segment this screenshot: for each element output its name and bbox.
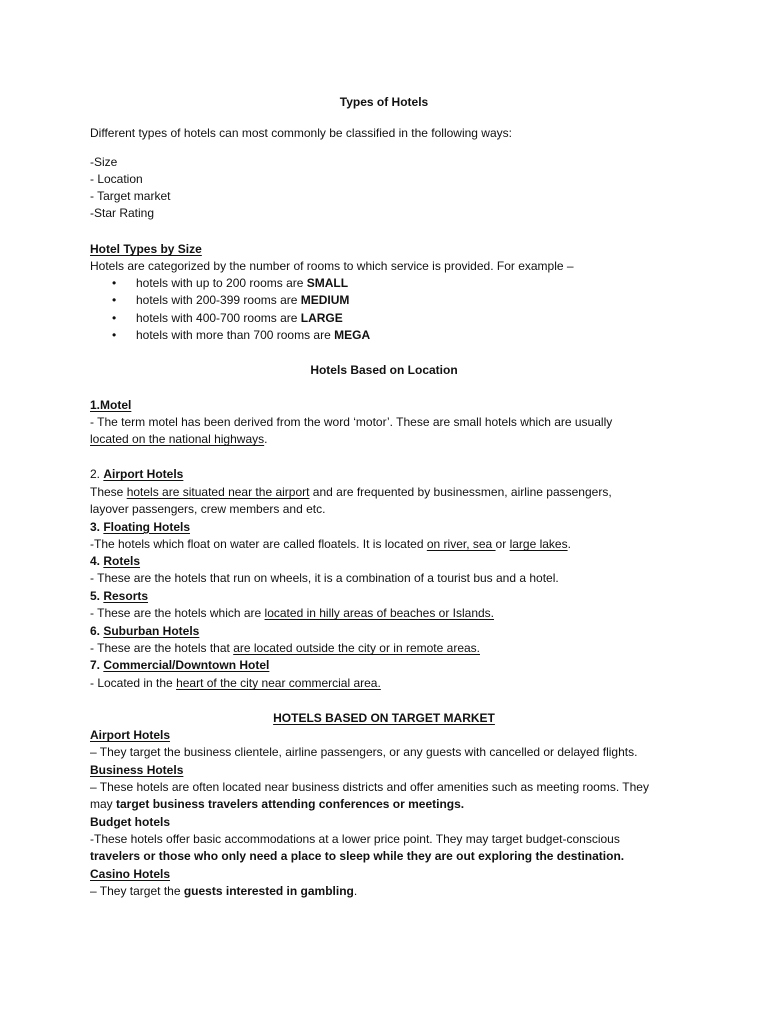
rotels-line: - These are the hotels that run on wheels, it is a combination of a tourist bus and a hotel. (90, 571, 559, 585)
motel-line: - The term motel has been derived from the word ‘motor’. These are small hotels which are usually (90, 415, 613, 429)
intro-text: Different types of hotels can most commonly be classified in the following ways: (90, 126, 512, 140)
page-title: Types of Hotels (339, 95, 429, 109)
way-item: - Target market (90, 189, 171, 203)
way-item: - Location (90, 172, 143, 186)
size-heading: Hotel Types by Size (90, 242, 202, 256)
target-airport-title: Airport Hotels (90, 728, 171, 742)
airport-hotels-line: layover passengers, crew members and etc. (90, 502, 326, 516)
floating-hotels-line: -The hotels which float on water are called floatels. It is located on river, sea or large lakes. (90, 537, 571, 551)
motel-line: located on the national highways. (90, 432, 268, 446)
location-heading: Hotels Based on Location (310, 363, 458, 377)
airport-hotels-line: These hotels are situated near the airport and are frequented by businessmen, airline passengers, (90, 485, 612, 499)
casino-hotels-line: – They target the guests interested in gambling. (90, 884, 358, 898)
suburban-hotels-title: 6. Suburban Hotels (90, 624, 200, 638)
business-hotels-line: – These hotels are often located near business districts and offer amenities such as meeting rooms. They (90, 780, 649, 794)
size-bullet: hotels with more than 700 rooms are MEGA (136, 328, 371, 342)
commercial-hotel-line: - Located in the heart of the city near commercial area. (90, 676, 381, 690)
resorts-line: - These are the hotels which are located in hilly areas of beaches or Islands. (90, 606, 495, 620)
target-airport-line: – They target the business clientele, airline passengers, or any guests with cancelled or delayed flights. (90, 745, 638, 759)
bullet-mark: • (112, 293, 117, 307)
floating-hotels-title: 3. Floating Hotels (90, 520, 191, 534)
budget-hotels-line: -These hotels offer basic accommodations at a lower price point. They may target budget-conscious (90, 832, 620, 846)
size-bullet: hotels with 400-700 rooms are LARGE (136, 311, 343, 325)
budget-hotels-line: travelers or those who only need a place to sleep while they are out exploring the destination. (90, 849, 625, 863)
budget-hotels-title: Budget hotels (90, 815, 170, 829)
casino-hotels-title: Casino Hotels (90, 867, 171, 881)
resorts-title: 5. Resorts (90, 589, 149, 603)
bullet-mark: • (112, 276, 117, 290)
bullet-mark: • (112, 311, 117, 325)
rotels-title: 4. Rotels (90, 554, 141, 568)
airport-hotels-title: 2. Airport Hotels (90, 467, 184, 481)
target-market-heading: HOTELS BASED ON TARGET MARKET (273, 711, 495, 725)
suburban-hotels-line: - These are the hotels that are located outside the city or in remote areas. (90, 641, 480, 655)
size-bullet: hotels with up to 200 rooms are SMALL (136, 276, 349, 290)
way-item: -Size (90, 155, 118, 169)
way-item: -Star Rating (90, 206, 155, 220)
size-bullet: hotels with 200-399 rooms are MEDIUM (136, 293, 350, 307)
bullet-mark: • (112, 328, 117, 342)
commercial-hotel-title: 7. Commercial/Downtown Hotel (90, 658, 270, 672)
size-description: Hotels are categorized by the number of rooms to which service is provided. For example – (90, 259, 574, 273)
business-hotels-title: Business Hotels (90, 763, 184, 777)
motel-title: 1.Motel (90, 398, 132, 412)
business-hotels-line: may target business travelers attending conferences or meetings. (90, 797, 465, 811)
